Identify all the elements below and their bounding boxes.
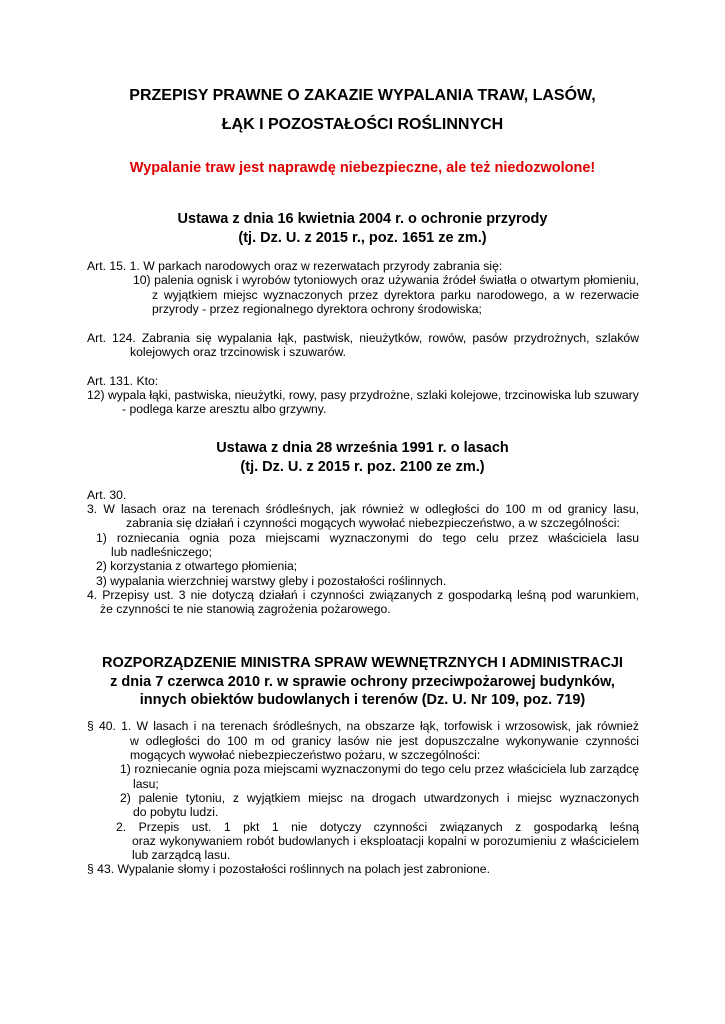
art124-line-2: kolejowych oraz trzcinowisk i szuwarów. [130,345,347,359]
art30-label: Art. 30. [87,488,127,502]
section3-heading-1: ROZPORZĄDZENIE MINISTRA SPRAW WEWNĘTRZNYCH I ADMINISTRACJI [102,655,623,671]
art15-line-2: 10) palenia ognisk i wyrobów tytoniowych oraz używania źródeł światła o otwartym płomieniu, [133,273,639,287]
art30-p4-line-2: że czynności te nie stanowią zagrożenia pożarowego. [100,602,391,616]
art30-item1-line-1: 1) rozniecania ognia poza miejscami wyznaczonymi do tego celu przez właściciela lasu [96,531,639,545]
s40-line-1: § 40. 1. W lasach i na terenach śródleśnych, na obszarze łąk, torfowisk i wrzosowisk, jak również [87,719,639,733]
s40-p2-line-1: 2. Przepis ust. 1 pkt 1 nie dotyczy czynności związanych z gospodarką leśną [116,820,639,834]
art124-line-1: Art. 124. Zabrania się wypalania łąk, pastwisk, nieużytków, rowów, pasów przydrożnych, szlaków [87,331,639,345]
section3-heading-2: z dnia 7 czerwca 2010 r. w sprawie ochrony przeciwpożarowej budynków, [110,674,615,690]
section1-heading-2: (tj. Dz. U. z 2015 r., poz. 1651 ze zm.) [238,230,487,246]
section3-heading-3: innych obiektów budowlanych i terenów (Dz. U. Nr 109, poz. 719) [139,692,586,708]
document-title-line-2: ŁĄK I POZOSTAŁOŚCI ROŚLINNYCH [221,116,504,133]
section2-heading-2: (tj. Dz. U. z 2015 r. poz. 2100 ze zm.) [240,459,485,475]
art30-p4-line-1: 4. Przepisy ust. 3 nie dotyczą działań i czynności związanych z gospodarką leśną pod warunkiem, [87,588,639,602]
s40-line-3: mogących wywołać niebezpieczeństwo pożaru, w szczególności: [130,748,481,762]
art131-line-2: 12) wypala łąki, pastwiska, nieużytki, rowy, pasy przydrożne, szlaki kolejowe, trzcinowiska lub szuwary [87,388,639,402]
art131-line-3: - podlega karze aresztu albo grzywny. [122,402,327,416]
art30-p3-line-1: 3. W lasach oraz na terenach śródleśnych, jak również w odległości do 100 m od granicy lasu, [87,502,639,516]
art30-item3: 3) wypalania wierzchniej warstwy gleby i pozostałości roślinnych. [96,574,447,588]
art30-item2: 2) korzystania z otwartego płomienia; [96,559,298,573]
s40-item2-line-2: do pobytu ludzi. [133,805,219,819]
art30-p3-line-2: zabrania się działań i czynności mogących wywołać niebezpieczeństwo, a w szczególności: [126,516,620,530]
s40-line-2: w odległości do 100 m od granicy lasów nie jest dopuszczalne wykonywanie czynności [130,734,639,748]
warning-subtitle: Wypalanie traw jest naprawdę niebezpieczne, ale też niedozwolone! [129,160,596,176]
s40-item1-line-1: 1) rozniecanie ognia poza miejscami wyznaczonymi do tego celu przez właściciela lub zarządcę [120,762,639,776]
art30-item1-line-2: lub nadleśniczego; [111,545,212,559]
s40-p2-line-2: oraz wykonywaniem robót budowlanych i eksploatacji kopalni w porozumieniu z właścicielem [132,834,639,848]
s40-p2-line-3: lub zarządcą lasu. [132,848,231,862]
s40-item1-line-2: lasu; [133,777,159,791]
section2-heading-1: Ustawa z dnia 28 września 1991 r. o lasach [216,440,509,456]
art15-line-4: przyrody - przez regionalnego dyrektora ochrony środowiska; [152,302,482,316]
s43-line: § 43. Wypalanie słomy i pozostałości roślinnych na polach jest zabronione. [87,862,490,876]
art15-line-3: z wyjątkiem miejsc wyznaczonych przez dyrektora parku narodowego, a w rezerwacie [152,288,639,302]
art15-line-1: Art. 15. 1. W parkach narodowych oraz w rezerwatach przyrody zabrania się: [87,259,503,273]
s40-item2-line-1: 2) palenie tytoniu, z wyjątkiem miejsc na drogach utwardzonych i miejsc wyznaczonych [120,791,639,805]
document-title-line-1: PRZEPISY PRAWNE O ZAKAZIE WYPALANIA TRAW, LASÓW, [129,87,596,104]
section1-heading-1: Ustawa z dnia 16 kwietnia 2004 r. o ochronie przyrody [177,211,548,227]
art131-line-1: Art. 131. Kto: [87,374,159,388]
